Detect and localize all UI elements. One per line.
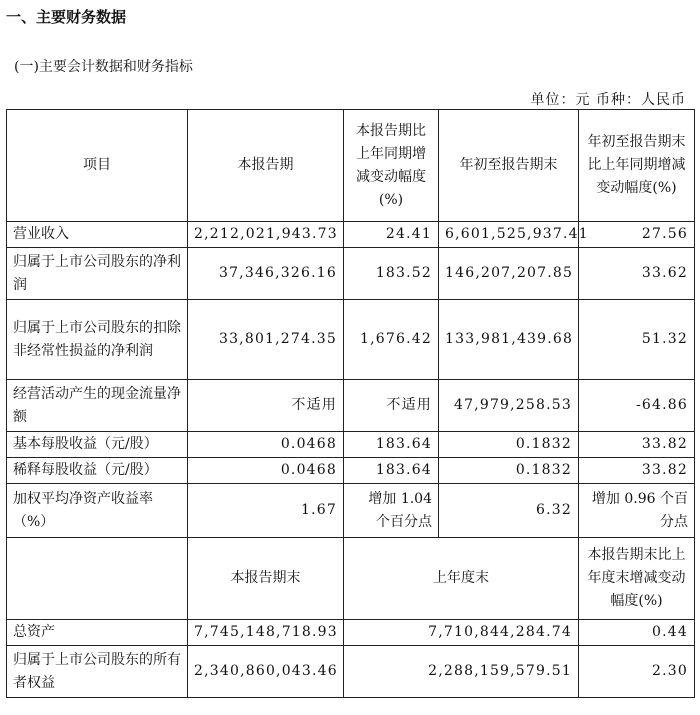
table-row	[7, 458, 695, 484]
cell-change: 183.64	[344, 432, 439, 458]
cell-prior-year-end: 2,288,159,579.51	[344, 646, 579, 698]
cell-ytd: 6,601,525,937.41	[439, 222, 579, 248]
cell-change: 183.52	[344, 248, 439, 300]
table-row	[7, 646, 695, 698]
header-current-change: 本报告期比上年同期增减变动幅度(%)	[344, 110, 439, 222]
cell-change: 24.41	[344, 222, 439, 248]
header-ytd-change: 年初至报告期末比上年同期增减变动幅度(%)	[579, 110, 695, 222]
row-label: 总资产	[7, 620, 188, 646]
row-label: 归属于上市公司股东的所有者权益	[7, 646, 188, 698]
table-row	[7, 380, 695, 432]
header-item: 项目	[7, 110, 188, 222]
row-label: 经营活动产生的现金流量净额	[7, 380, 188, 432]
cell-current: 不适用	[188, 380, 344, 432]
row-label: 基本每股收益（元/股）	[7, 432, 188, 458]
cell-ytd: 146,207,207.85	[439, 248, 579, 300]
cell-ytd: 6.32	[439, 484, 579, 538]
row-label: 营业收入	[7, 222, 188, 248]
blank-cell	[7, 538, 188, 620]
cell-change: 0.44	[579, 620, 695, 646]
subsection-heading: (一)主要会计数据和财务指标	[14, 59, 193, 75]
table-row	[7, 300, 695, 380]
cell-period-end: 2,340,860,043.46	[188, 646, 344, 698]
cell-change: 不适用	[344, 380, 439, 432]
cell-change: 2.30	[579, 646, 695, 698]
cell-current: 37,346,326.16	[188, 248, 344, 300]
cell-prior-year-end: 7,710,844,284.74	[344, 620, 579, 646]
cell-ytd-change: 增加 0.96 个百分点	[579, 484, 695, 538]
cell-current: 2,212,021,943.73	[188, 222, 344, 248]
table-row	[7, 432, 695, 458]
table-row	[7, 248, 695, 300]
cell-ytd: 47,979,258.53	[439, 380, 579, 432]
cell-ytd-change: 33.82	[579, 432, 695, 458]
cell-change: 1,676.42	[344, 300, 439, 380]
unit-currency-line: 单位：元 币种：人民币	[530, 92, 686, 108]
cell-ytd: 0.1832	[439, 458, 579, 484]
cell-ytd-change: 33.82	[579, 458, 695, 484]
row-label: 归属于上市公司股东的扣除非经常性损益的净利润	[7, 300, 188, 380]
cell-ytd-change: 51.32	[579, 300, 695, 380]
cell-period-end: 7,745,148,718.93	[188, 620, 344, 646]
table-row	[7, 484, 695, 538]
row-label: 稀释每股收益（元/股）	[7, 458, 188, 484]
header-ytd: 年初至报告期末	[439, 110, 579, 222]
cell-ytd-change: 33.62	[579, 248, 695, 300]
table-row	[7, 222, 695, 248]
header-current-period: 本报告期	[188, 110, 344, 222]
cell-change: 183.64	[344, 458, 439, 484]
cell-current: 0.0468	[188, 432, 344, 458]
cell-current: 1.67	[188, 484, 344, 538]
cell-current: 33,801,274.35	[188, 300, 344, 380]
financial-data-table	[6, 109, 695, 698]
cell-ytd: 0.1832	[439, 432, 579, 458]
header-prior-year-end: 上年度末	[344, 538, 579, 620]
cell-ytd-change: 27.56	[579, 222, 695, 248]
cell-current: 0.0468	[188, 458, 344, 484]
table-row	[7, 620, 695, 646]
header-period-end-change: 本报告期末比上年度末增减变动幅度(%)	[579, 538, 695, 620]
header-period-end: 本报告期末	[188, 538, 344, 620]
cell-ytd-change: -64.86	[579, 380, 695, 432]
row-label: 归属于上市公司股东的净利润	[7, 248, 188, 300]
cell-ytd: 133,981,439.68	[439, 300, 579, 380]
cell-change: 增加 1.04 个百分点	[344, 484, 439, 538]
section-heading: 一、主要财务数据	[6, 8, 127, 26]
row-label: 加权平均净资产收益率（%）	[7, 484, 188, 538]
